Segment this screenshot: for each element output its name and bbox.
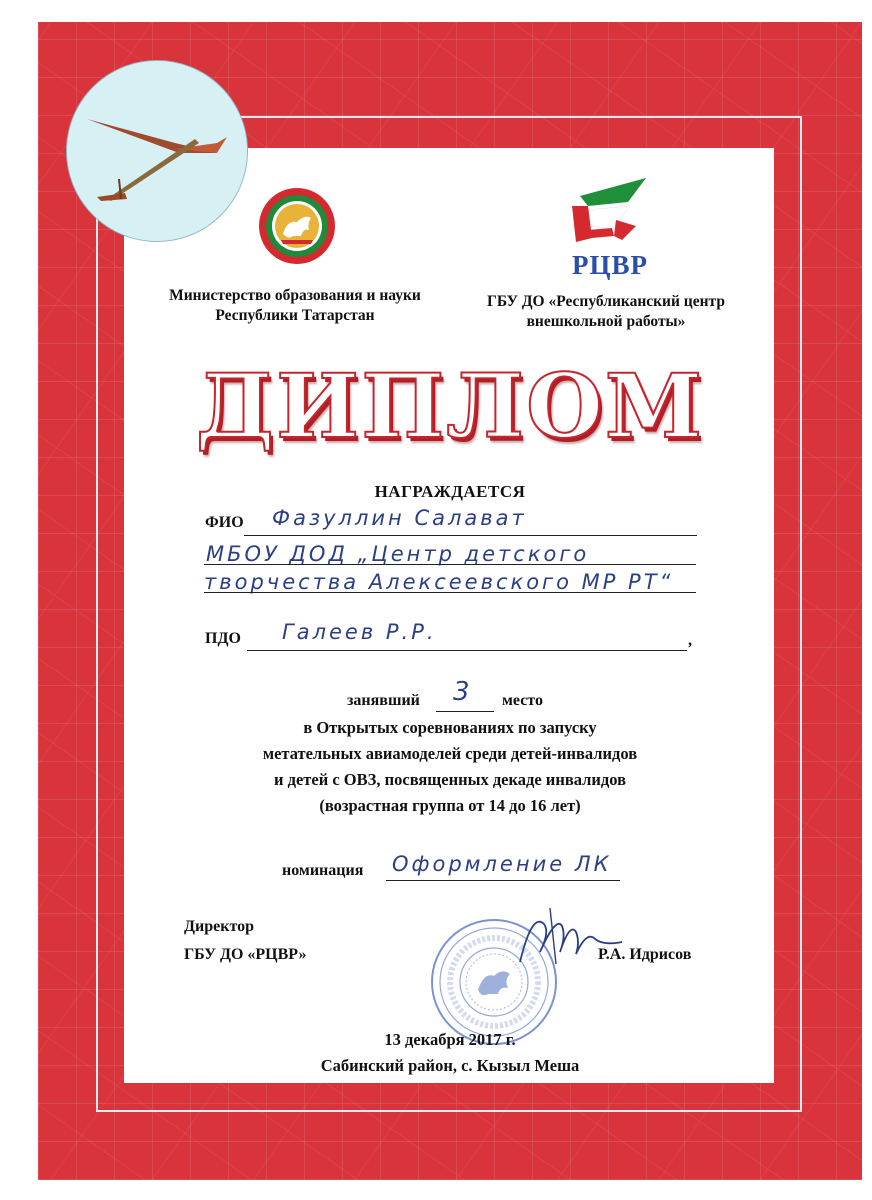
school-line2: творчества Алексеевского МР РТ“ — [204, 570, 674, 594]
place-underline — [436, 711, 494, 712]
nomination-value: Оформление ЛК — [392, 852, 612, 876]
glider-icon — [67, 61, 247, 241]
ministry-caption — [150, 286, 440, 326]
ministry-caption-line2: Республики Татарстан — [215, 307, 375, 324]
school-underline-2 — [204, 592, 696, 593]
description-line4: (возрастная группа от 14 до 16 лет) — [319, 796, 581, 815]
center-caption-line2: внешкольной работы» — [526, 313, 686, 330]
pdo-underline — [247, 650, 687, 651]
footer-date: 13 декабря 2017 г. — [384, 1030, 516, 1049]
nomination-label: номинация — [282, 862, 364, 879]
place-suffix: место — [502, 692, 543, 709]
awarded-heading: НАГРАЖДАЕТСЯ — [374, 482, 526, 501]
description-line3: и детей с ОВЗ, посвященных декаде инвалидов — [274, 770, 626, 789]
rcvr-abbreviation: РЦВР — [572, 250, 648, 280]
description-line1: в Открытых соревнованиях по запуску — [303, 718, 597, 737]
fio-underline — [244, 535, 697, 536]
pdo-value: Галеев Р.Р. — [282, 620, 437, 644]
pdo-label: ПДО — [205, 630, 241, 647]
center-caption — [456, 292, 756, 332]
signature-icon — [510, 902, 630, 972]
school-underline-1 — [204, 564, 696, 565]
place-prefix: занявший — [347, 692, 420, 709]
school-line1: МБОУ ДОД „Центр детского — [206, 542, 590, 566]
signatory-title-line1: Директор — [184, 918, 254, 935]
center-caption-line1: ГБУ ДО «Республиканский центр — [487, 293, 725, 310]
place-value: 3 — [453, 677, 473, 707]
tatarstan-emblem-icon — [257, 184, 337, 270]
glider-image — [66, 60, 248, 242]
description-line2: метательных авиамоделей среди детей-инвалидов — [262, 744, 638, 763]
pdo-comma: , — [688, 632, 692, 649]
fio-label: ФИО — [205, 514, 244, 531]
footer-place: Сабинский район, с. Кызыл Меша — [320, 1056, 580, 1075]
ministry-caption-line1: Министерство образования и науки — [169, 287, 421, 304]
signatory-name: Р.А. Идрисов — [598, 946, 692, 963]
nomination-underline — [386, 880, 620, 881]
fio-value: Фазуллин Салават — [272, 506, 527, 530]
signatory-title-line2: ГБУ ДО «РЦВР» — [184, 946, 307, 963]
diploma-title: ДИПЛОМ — [195, 354, 705, 458]
